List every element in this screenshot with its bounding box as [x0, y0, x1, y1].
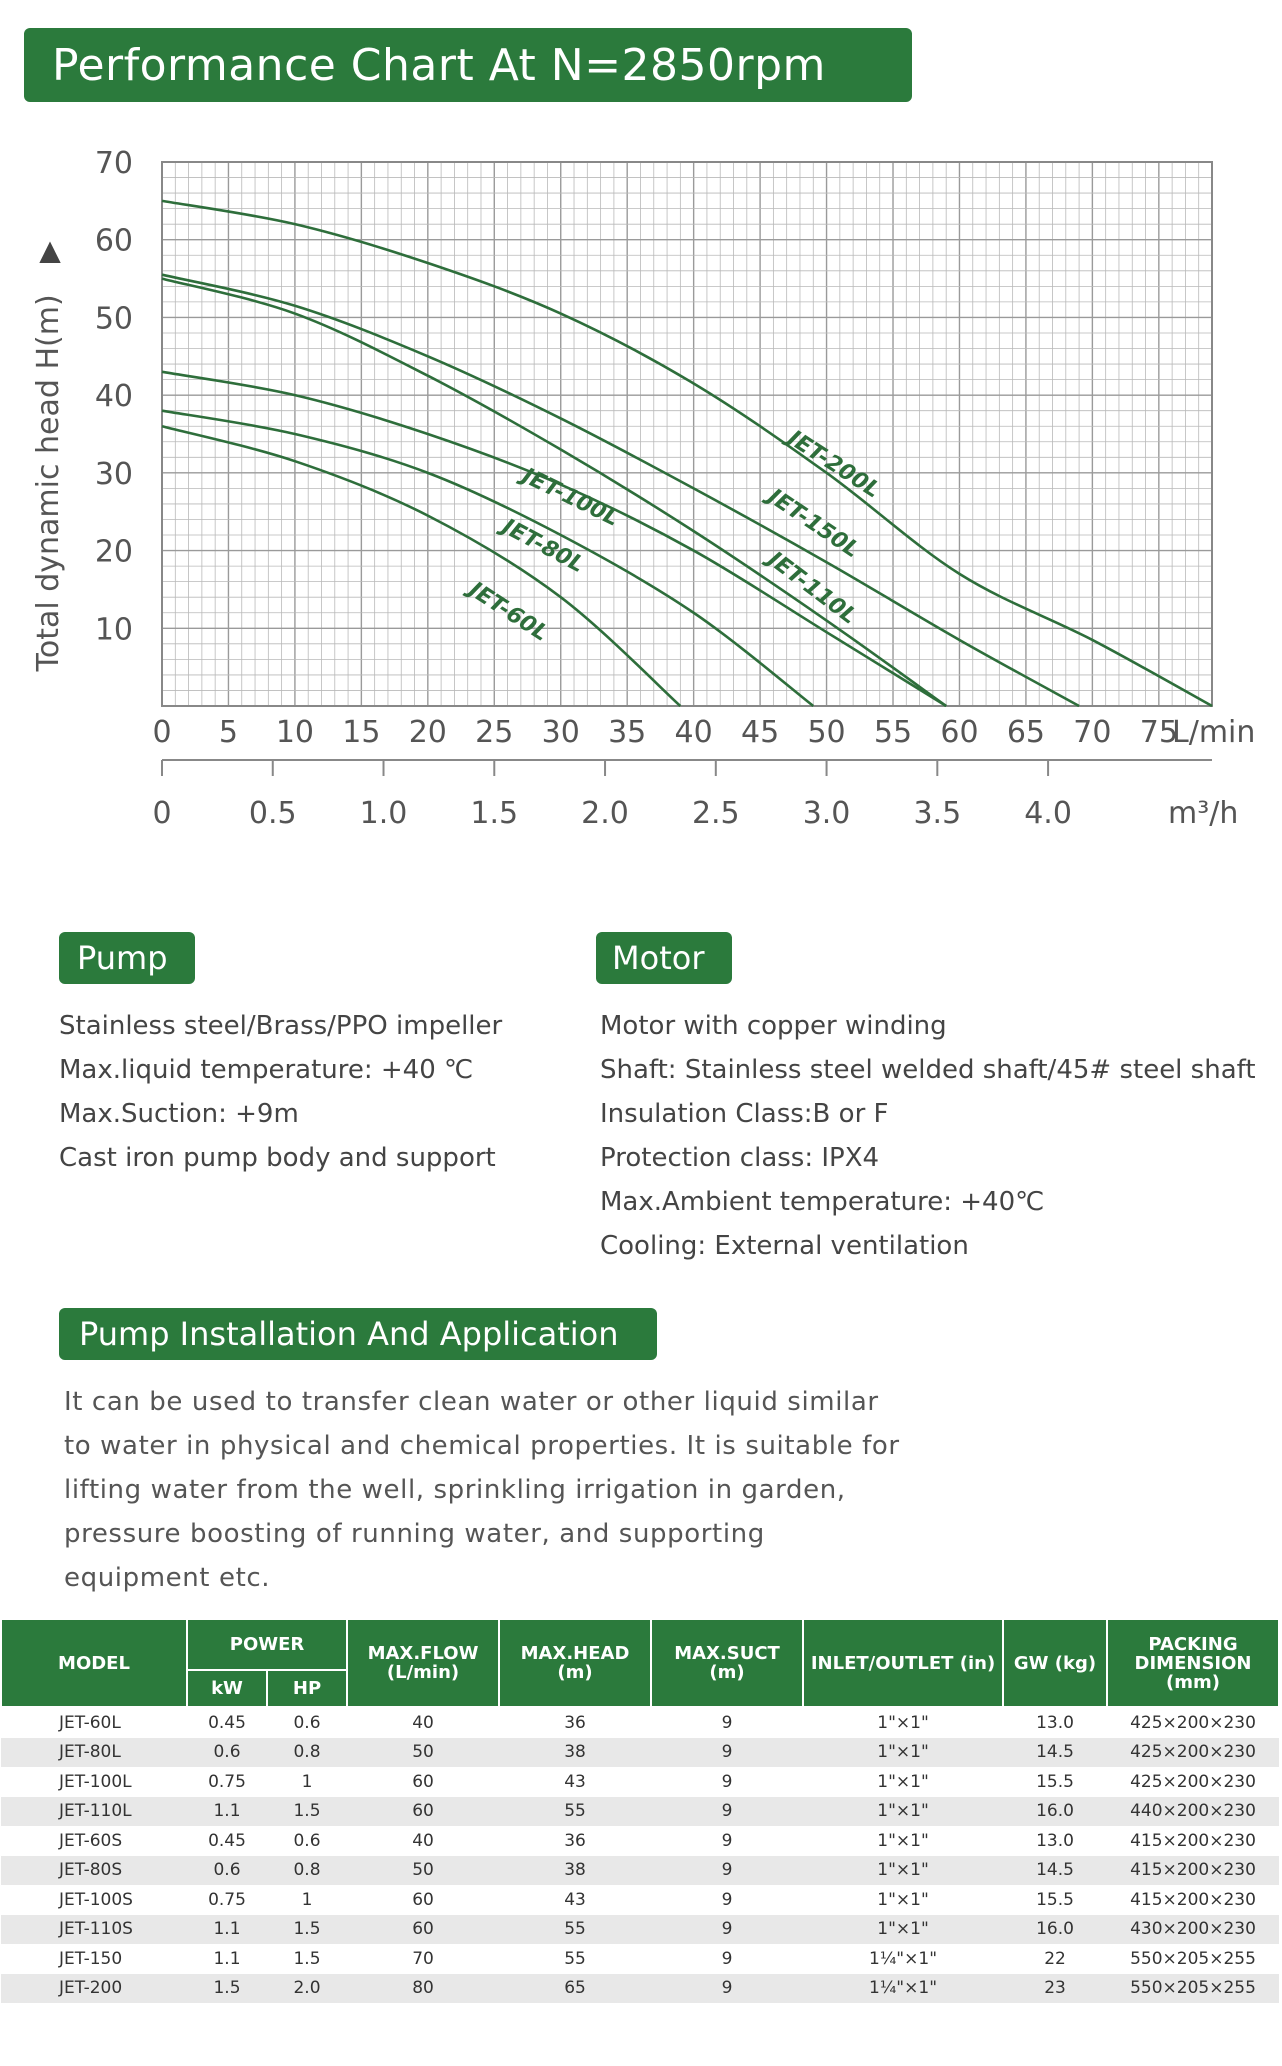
max-suct-cell: 9	[721, 1948, 733, 1969]
kw-cell: 0.75	[208, 1771, 246, 1792]
table-row	[1, 1915, 1279, 1945]
header-max-suct: MAX.SUCT (m)	[651, 1619, 803, 1707]
inlet-outlet-cell: 1"×1"	[803, 1797, 1003, 1827]
y-axis-arrow-icon: ▲	[39, 233, 61, 267]
max-suct-cell: 9	[721, 1830, 733, 1851]
header-gw: GW (kg)	[1003, 1619, 1107, 1707]
x-tick-label: 15	[342, 715, 381, 750]
model-cell: JET-80L	[1, 1738, 187, 1768]
header-max-flow: MAX.FLOW (L/min)	[347, 1619, 499, 1707]
header-kw: kW	[187, 1670, 267, 1707]
inlet-outlet-cell: 1"×1"	[877, 1712, 929, 1733]
x2-tick-label: 1.5	[470, 796, 519, 831]
x-tick-label: 25	[475, 715, 514, 750]
model-cell: JET-110S	[1, 1915, 187, 1945]
hp-cell: 2.0	[267, 1974, 347, 2004]
max-suct-cell: 9	[721, 1771, 733, 1792]
curve-jet-150l	[162, 275, 1079, 706]
max-head-cell: 38	[499, 1738, 651, 1768]
max-flow-cell: 60	[412, 1889, 434, 1910]
inlet-outlet-cell: 1"×1"	[877, 1889, 929, 1910]
y-axis-label: Total dynamic head H(m)	[31, 294, 66, 672]
model-cell: JET-100L	[59, 1771, 132, 1792]
kw-cell: 0.75	[208, 1889, 246, 1910]
max-suct-cell: 9	[651, 1915, 803, 1945]
x-tick-label: 40	[674, 715, 713, 750]
model-cell: JET-200	[1, 1974, 187, 2004]
x-tick-label: 0	[152, 715, 172, 750]
packing-cell: 430×200×230	[1107, 1915, 1279, 1945]
max-flow-cell: 60	[347, 1915, 499, 1945]
table-row	[1, 1856, 1279, 1886]
installation-title-text: Pump Installation And Application	[79, 1315, 619, 1353]
max-suct-cell: 9	[721, 1889, 733, 1910]
kw-cell: 1.5	[187, 1974, 267, 2004]
x2-tick-label: 2.5	[691, 796, 740, 831]
gw-cell: 15.5	[1036, 1889, 1074, 1910]
pump-spec-item: Max.Suction: +9m	[59, 1099, 299, 1129]
max-head-cell: 36	[564, 1830, 586, 1851]
hp-cell: 1	[301, 1889, 313, 1910]
pump-section-title	[59, 932, 195, 984]
max-suct-cell: 9	[651, 1797, 803, 1827]
motor-spec-item: Cooling: External ventilation	[600, 1231, 969, 1261]
curve-jet-200l	[162, 201, 1212, 706]
gw-cell: 13.0	[1036, 1830, 1074, 1851]
packing-cell: 415×200×230	[1107, 1856, 1279, 1886]
packing-cell: 425×200×230	[1130, 1712, 1256, 1733]
x-tick-label: 20	[408, 715, 447, 750]
x2-tick-label: 0.5	[248, 796, 297, 831]
pump-spec-item: Max.liquid temperature: +40 ℃	[59, 1055, 474, 1085]
motor-spec-item: Shaft: Stainless steel welded shaft/45# steel shaft	[600, 1055, 1256, 1085]
model-cell: JET-80S	[1, 1856, 187, 1886]
pump-title-text: Pump	[77, 939, 168, 977]
x2-tick-label: 2.0	[581, 796, 629, 831]
x-tick-label: 65	[1006, 715, 1046, 750]
y-tick-label: 30	[94, 456, 133, 492]
kw-cell: 1.1	[213, 1948, 241, 1969]
pump-spec-list	[59, 1004, 502, 1180]
inlet-outlet-cell: 1"×1"	[803, 1856, 1003, 1886]
gw-cell: 16.0	[1003, 1797, 1107, 1827]
chart-grid	[162, 162, 1212, 706]
motor-spec-list	[600, 1004, 1256, 1268]
kw-cell: 1.1	[187, 1797, 267, 1827]
inlet-outlet-cell: 1¼"×1"	[869, 1948, 938, 1969]
table-row	[1, 1944, 1279, 1974]
packing-cell: 415×200×230	[1130, 1830, 1256, 1851]
max-suct-cell: 9	[721, 1712, 733, 1733]
model-cell: JET-150	[59, 1948, 123, 1969]
max-head-cell: 55	[499, 1915, 651, 1945]
max-head-cell: 43	[564, 1771, 586, 1792]
x2-tick-label: 1.0	[359, 796, 408, 831]
pump-spec-item: Stainless steel/Brass/PPO impeller	[59, 1011, 503, 1041]
inlet-outlet-cell: 1¼"×1"	[803, 1974, 1003, 2004]
x2-axis-unit: m³/h	[1168, 796, 1239, 831]
kw-cell: 0.6	[187, 1856, 267, 1886]
header-packing: PACKING DIMENSION (mm)	[1107, 1619, 1279, 1707]
max-flow-cell: 40	[412, 1712, 434, 1733]
x2-tick-label: 3.0	[802, 796, 851, 831]
model-cell: JET-60L	[59, 1712, 121, 1733]
motor-spec-item: Max.Ambient temperature: +40℃	[600, 1187, 1045, 1217]
x-tick-label: 50	[807, 715, 846, 750]
packing-cell: 425×200×230	[1107, 1738, 1279, 1768]
table-row	[1, 1974, 1279, 2004]
x-tick-label: 30	[541, 715, 580, 750]
table-row	[1, 1797, 1279, 1827]
x-tick-label: 70	[1073, 715, 1112, 750]
page-title-text: Performance Chart At N=2850rpm	[52, 39, 826, 91]
curve-label: JET-200L	[783, 425, 885, 504]
gw-cell: 16.0	[1003, 1915, 1107, 1945]
gw-cell: 14.5	[1003, 1856, 1107, 1886]
performance-chart	[0, 120, 1282, 840]
curve-label: JET-150L	[763, 484, 864, 564]
table-row	[1, 1767, 1279, 1797]
max-flow-cell: 40	[412, 1830, 434, 1851]
hp-cell: 1.5	[267, 1915, 347, 1945]
x-tick-label: 5	[218, 715, 239, 750]
hp-cell: 0.8	[267, 1738, 347, 1768]
curve-label: JET-60L	[464, 577, 553, 647]
kw-cell: 1.1	[187, 1915, 267, 1945]
model-cell: JET-110L	[1, 1797, 187, 1827]
hp-cell: 1	[301, 1771, 313, 1792]
hp-cell: 1.5	[267, 1797, 347, 1827]
installation-section-title	[59, 1308, 657, 1360]
x-axis-unit: L/min	[1172, 715, 1256, 750]
curve-label: JET-100L	[518, 463, 623, 532]
packing-cell: 550×205×255	[1130, 1948, 1256, 1969]
max-flow-cell: 70	[412, 1948, 434, 1969]
model-cell: JET-100S	[59, 1889, 133, 1910]
x-tick-label: 75	[1139, 715, 1178, 750]
header-inlet-outlet: INLET/OUTLET (in)	[803, 1619, 1003, 1707]
max-head-cell: 43	[564, 1889, 586, 1910]
hp-cell: 0.6	[293, 1712, 321, 1733]
gw-cell: 15.5	[1036, 1771, 1074, 1792]
x-tick-label: 55	[873, 715, 913, 750]
inlet-outlet-cell: 1"×1"	[803, 1915, 1003, 1945]
x2-tick-label: 3.5	[913, 796, 962, 831]
motor-section-title	[596, 932, 732, 984]
max-head-cell: 65	[499, 1974, 651, 2004]
hp-cell: 0.8	[267, 1856, 347, 1886]
plot-frame	[162, 162, 1212, 706]
spec-table-body	[1, 1707, 1279, 2003]
table-row	[1, 1885, 1279, 1915]
y-tick-label: 70	[94, 146, 133, 181]
gw-cell: 13.0	[1036, 1712, 1074, 1733]
hp-cell: 1.5	[293, 1948, 321, 1969]
max-flow-cell: 50	[347, 1856, 499, 1886]
y-tick-label: 60	[94, 223, 133, 259]
packing-cell: 440×200×230	[1107, 1797, 1279, 1827]
x-tick-label: 45	[741, 715, 780, 750]
max-suct-cell: 9	[651, 1974, 803, 2004]
max-suct-cell: 9	[651, 1738, 803, 1768]
max-head-cell: 36	[564, 1712, 586, 1733]
y-tick-label: 40	[94, 379, 133, 415]
inlet-outlet-cell: 1"×1"	[877, 1830, 929, 1851]
chart-curves	[162, 201, 1212, 706]
kw-cell: 0.45	[208, 1712, 246, 1733]
header-model: MODEL	[1, 1619, 187, 1707]
y-tick-label: 50	[94, 301, 133, 337]
header-max-head: MAX.HEAD (m)	[499, 1619, 651, 1707]
x2-tick-label: 4.0	[1024, 796, 1072, 831]
y-tick-label: 20	[94, 534, 133, 570]
motor-title-text: Motor	[612, 939, 705, 977]
pump-spec-item: Cast iron pump body and support	[59, 1143, 496, 1173]
page-title	[24, 28, 912, 102]
y-tick-label: 10	[94, 612, 133, 648]
max-head-cell: 55	[499, 1797, 651, 1827]
packing-cell: 550×205×255	[1107, 1974, 1279, 2004]
inlet-outlet-cell: 1"×1"	[803, 1738, 1003, 1768]
max-suct-cell: 9	[651, 1856, 803, 1886]
inlet-outlet-cell: 1"×1"	[877, 1771, 929, 1792]
max-flow-cell: 50	[347, 1738, 499, 1768]
max-head-cell: 55	[564, 1948, 586, 1969]
hp-cell: 0.6	[293, 1830, 321, 1851]
table-row	[1, 1826, 1279, 1856]
table-row	[1, 1707, 1279, 1738]
x2-tick-label: 0	[152, 796, 172, 831]
gw-cell: 14.5	[1003, 1738, 1107, 1768]
gw-cell: 22	[1044, 1948, 1066, 1969]
header-hp: HP	[267, 1670, 347, 1707]
motor-spec-item: Motor with copper winding	[600, 1011, 947, 1041]
curve-label: JET-110L	[763, 547, 862, 630]
max-flow-cell: 80	[347, 1974, 499, 2004]
model-cell: JET-60S	[59, 1830, 123, 1851]
motor-spec-item: Insulation Class:B or F	[600, 1099, 889, 1129]
installation-description: It can be used to transfer clean water or other liquid similar to water in physical and chemical properties. It is suitable for lifting water from the well, sprinkling irrigation in garden, pressure boosting of running water, and supporting equipment etc.	[64, 1387, 900, 1593]
kw-cell: 0.6	[187, 1738, 267, 1768]
table-row	[1, 1738, 1279, 1768]
spec-table	[0, 1618, 1280, 2003]
max-flow-cell: 60	[412, 1771, 434, 1792]
x-tick-label: 10	[275, 715, 315, 750]
x-tick-label: 35	[608, 715, 647, 750]
packing-cell: 425×200×230	[1130, 1771, 1256, 1792]
x-tick-label: 60	[940, 715, 979, 750]
kw-cell: 0.45	[208, 1830, 246, 1851]
max-flow-cell: 60	[347, 1797, 499, 1827]
gw-cell: 23	[1003, 1974, 1107, 2004]
curve-label: JET-80L	[498, 514, 589, 579]
header-power: POWER	[187, 1619, 347, 1670]
motor-spec-item: Protection class: IPX4	[600, 1143, 880, 1173]
packing-cell: 415×200×230	[1130, 1889, 1256, 1910]
max-head-cell: 38	[499, 1856, 651, 1886]
